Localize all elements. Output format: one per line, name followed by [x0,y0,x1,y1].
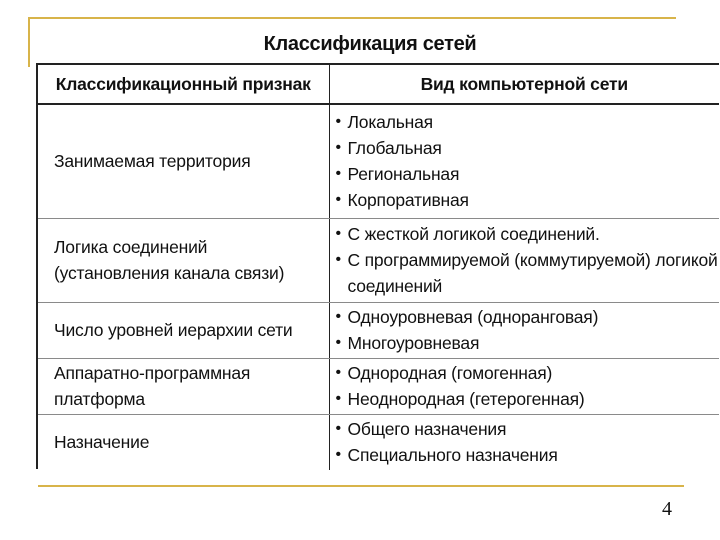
criterion-line: (установления канала связи) [54,263,285,283]
type-item: • Глобальная [336,135,720,161]
table-row [38,302,719,358]
type-item: • Однородная (гомогенная) [336,360,720,386]
table-row [38,218,719,302]
type-item: • Неоднородная (гетерогенная) [336,386,720,412]
frame-top-line [28,17,676,19]
types-cell [329,302,719,358]
criterion-line: Аппаратно-программная [54,363,251,383]
classification-table [36,63,719,469]
criterion-cell: Назначение [38,414,329,470]
type-item: • Специального назначения [336,442,720,468]
type-item: • Региональная [336,161,720,187]
types-cell [329,414,719,470]
types-cell [329,358,719,414]
type-item: • Корпоративная [336,187,720,213]
header-criterion: Классификационный признак [38,65,329,104]
table-row [38,104,719,218]
table-row [38,358,719,414]
type-item: • Локальная [336,109,720,135]
types-cell [329,218,719,302]
type-item: • С программируемой (коммутируемой) логикой соединений [336,247,720,299]
header-network-type: Вид компьютерной сети [329,65,719,104]
criterion-line: платформа [54,389,145,409]
type-item: • Одноуровневая (одноранговая) [336,304,720,330]
criterion-cell [38,218,329,302]
type-item: • Общего назначения [336,416,720,442]
table-row [38,414,719,470]
type-item: • С жесткой логикой соединений. [336,221,720,247]
type-item: • Многоуровневая [336,330,720,356]
types-cell [329,104,719,218]
criterion-cell [38,358,329,414]
page-number: 4 [662,498,672,520]
frame-bottom-line [38,485,684,487]
slide-title: Классификация сетей [263,33,477,55]
criterion-cell: Число уровней иерархии сети [38,302,329,358]
table-header-row [38,65,719,104]
criterion-line: Логика соединений [54,237,208,257]
criterion-cell: Занимаемая территория [38,104,329,218]
